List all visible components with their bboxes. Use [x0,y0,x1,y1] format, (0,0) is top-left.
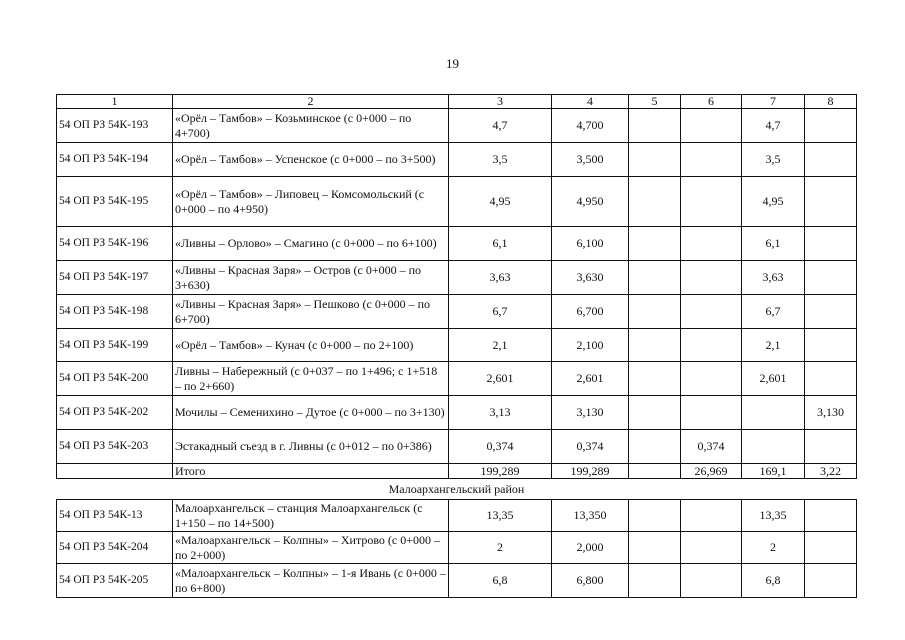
col6-value [681,261,742,295]
table-row [57,430,857,464]
table-row [57,564,857,598]
road-name: «Ливны – Красная Заря» – Остров (с 0+000 – по 3+630) [173,261,449,295]
col3-value: 6,1 [449,227,552,261]
total-spacer [57,464,173,479]
table-row [57,295,857,329]
col3-value: 6,8 [449,564,552,598]
col3-value: 2,601 [449,362,552,396]
road-name: «Орёл – Тамбов» – Липовец – Комсомольский (с 0+000 – по 4+950) [173,177,449,227]
header-row [57,95,857,109]
road-code: 54 ОП РЗ 54К-204 [57,532,173,564]
col5-value [629,295,681,329]
table-row [57,227,857,261]
col7-value: 3,5 [742,143,805,177]
road-name: Эстакадный съезд в г. Ливны (с 0+012 – по 0+386) [173,430,449,464]
col7-value: 6,7 [742,295,805,329]
road-code: 54 ОП РЗ 54К-202 [57,396,173,430]
section-row [57,479,857,500]
column-header: 6 [681,95,742,109]
col4-value: 2,601 [552,362,629,396]
road-code: 54 ОП РЗ 54К-196 [57,227,173,261]
col6-value [681,500,742,532]
col8-value [805,532,857,564]
col8-value [805,329,857,362]
col7-value: 4,95 [742,177,805,227]
col3-value: 4,7 [449,109,552,143]
col5-value [629,177,681,227]
col4-value: 4,700 [552,109,629,143]
roads-table [56,94,857,598]
col6-value [681,295,742,329]
total-label: Итого [173,464,449,479]
col7-value: 2,1 [742,329,805,362]
col7-value: 13,35 [742,500,805,532]
col3-value: 13,35 [449,500,552,532]
column-header: 1 [57,95,173,109]
col6-value [681,109,742,143]
column-header: 3 [449,95,552,109]
col4-value: 13,350 [552,500,629,532]
road-code: 54 ОП РЗ 54К-197 [57,261,173,295]
col6-value [681,177,742,227]
col7-value: 2 [742,532,805,564]
column-header: 4 [552,95,629,109]
table-row [57,143,857,177]
road-code: 54 ОП РЗ 54К-203 [57,430,173,464]
total-value: 26,969 [681,464,742,479]
col7-value: 2,601 [742,362,805,396]
column-header: 5 [629,95,681,109]
road-code: 54 ОП РЗ 54К-199 [57,329,173,362]
col3-value: 4,95 [449,177,552,227]
column-header: 8 [805,95,857,109]
col5-value [629,532,681,564]
col4-value: 3,630 [552,261,629,295]
col8-value [805,295,857,329]
road-code: 54 ОП РЗ 54К-193 [57,109,173,143]
total-value [629,464,681,479]
col3-value: 2 [449,532,552,564]
total-row [57,464,857,479]
road-name: Малоархангельск – станция Малоархангельск (с 1+150 – по 14+500) [173,500,449,532]
col3-value: 0,374 [449,430,552,464]
col4-value: 3,500 [552,143,629,177]
col7-value: 6,8 [742,564,805,598]
col3-value: 3,5 [449,143,552,177]
col5-value [629,396,681,430]
col8-value [805,261,857,295]
col4-value: 4,950 [552,177,629,227]
col7-value [742,430,805,464]
col4-value: 2,100 [552,329,629,362]
road-name: Мочилы – Семенихино – Дутое (с 0+000 – по 3+130) [173,396,449,430]
col8-value [805,143,857,177]
table-row [57,396,857,430]
road-code: 54 ОП РЗ 54К-194 [57,143,173,177]
col4-value: 3,130 [552,396,629,430]
col7-value: 4,7 [742,109,805,143]
col6-value [681,532,742,564]
road-name: «Ливны – Орлово» – Смагино (с 0+000 – по 6+100) [173,227,449,261]
col3-value: 2,1 [449,329,552,362]
page-number: 19 [446,56,459,71]
col6-value [681,564,742,598]
col8-value [805,564,857,598]
road-code: 54 ОП РЗ 54К-200 [57,362,173,396]
table-row [57,532,857,564]
col5-value [629,261,681,295]
col7-value: 3,63 [742,261,805,295]
total-value: 3,22 [805,464,857,479]
total-value: 199,289 [449,464,552,479]
col5-value [629,500,681,532]
col8-value [805,500,857,532]
road-name: «Орёл – Тамбов» – Козьминское (с 0+000 – по 4+700) [173,109,449,143]
col4-value: 6,800 [552,564,629,598]
col7-value: 6,1 [742,227,805,261]
col5-value [629,564,681,598]
col6-value: 0,374 [681,430,742,464]
col8-value: 3,130 [805,396,857,430]
table-row [57,362,857,396]
col8-value [805,362,857,396]
road-name: «Ливны – Красная Заря» – Пешково (с 0+000 – по 6+700) [173,295,449,329]
road-code: 54 ОП РЗ 54К-13 [57,500,173,532]
col5-value [629,430,681,464]
col5-value [629,362,681,396]
col6-value [681,329,742,362]
col5-value [629,109,681,143]
col4-value: 6,100 [552,227,629,261]
table-row [57,261,857,295]
col5-value [629,227,681,261]
col8-value [805,109,857,143]
col4-value: 2,000 [552,532,629,564]
road-name: Ливны – Набережный (с 0+037 – по 1+496; с 1+518 – по 2+660) [173,362,449,396]
road-name: «Малоархангельск – Колпны» – 1-я Ивань (с 0+000 – по 6+800) [173,564,449,598]
table-row [57,329,857,362]
col8-value [805,177,857,227]
col3-value: 6,7 [449,295,552,329]
section-title: Малоархангельский район [57,479,857,500]
col6-value [681,396,742,430]
col3-value: 3,13 [449,396,552,430]
road-code: 54 ОП РЗ 54К-198 [57,295,173,329]
road-name: «Орёл – Тамбов» – Кунач (с 0+000 – по 2+100) [173,329,449,362]
table-row [57,177,857,227]
col5-value [629,143,681,177]
col5-value [629,329,681,362]
table-row [57,109,857,143]
column-header: 2 [173,95,449,109]
col4-value: 0,374 [552,430,629,464]
road-code: 54 ОП РЗ 54К-205 [57,564,173,598]
column-header: 7 [742,95,805,109]
col8-value [805,227,857,261]
table-row [57,500,857,532]
road-name: «Малоархангельск – Колпны» – Хитрово (с 0+000 – по 2+000) [173,532,449,564]
col6-value [681,143,742,177]
col6-value [681,227,742,261]
road-name: «Орёл – Тамбов» – Успенское (с 0+000 – по 3+500) [173,143,449,177]
col4-value: 6,700 [552,295,629,329]
col8-value [805,430,857,464]
col3-value: 3,63 [449,261,552,295]
col7-value [742,396,805,430]
road-code: 54 ОП РЗ 54К-195 [57,177,173,227]
total-value: 199,289 [552,464,629,479]
col6-value [681,362,742,396]
total-value: 169,1 [742,464,805,479]
